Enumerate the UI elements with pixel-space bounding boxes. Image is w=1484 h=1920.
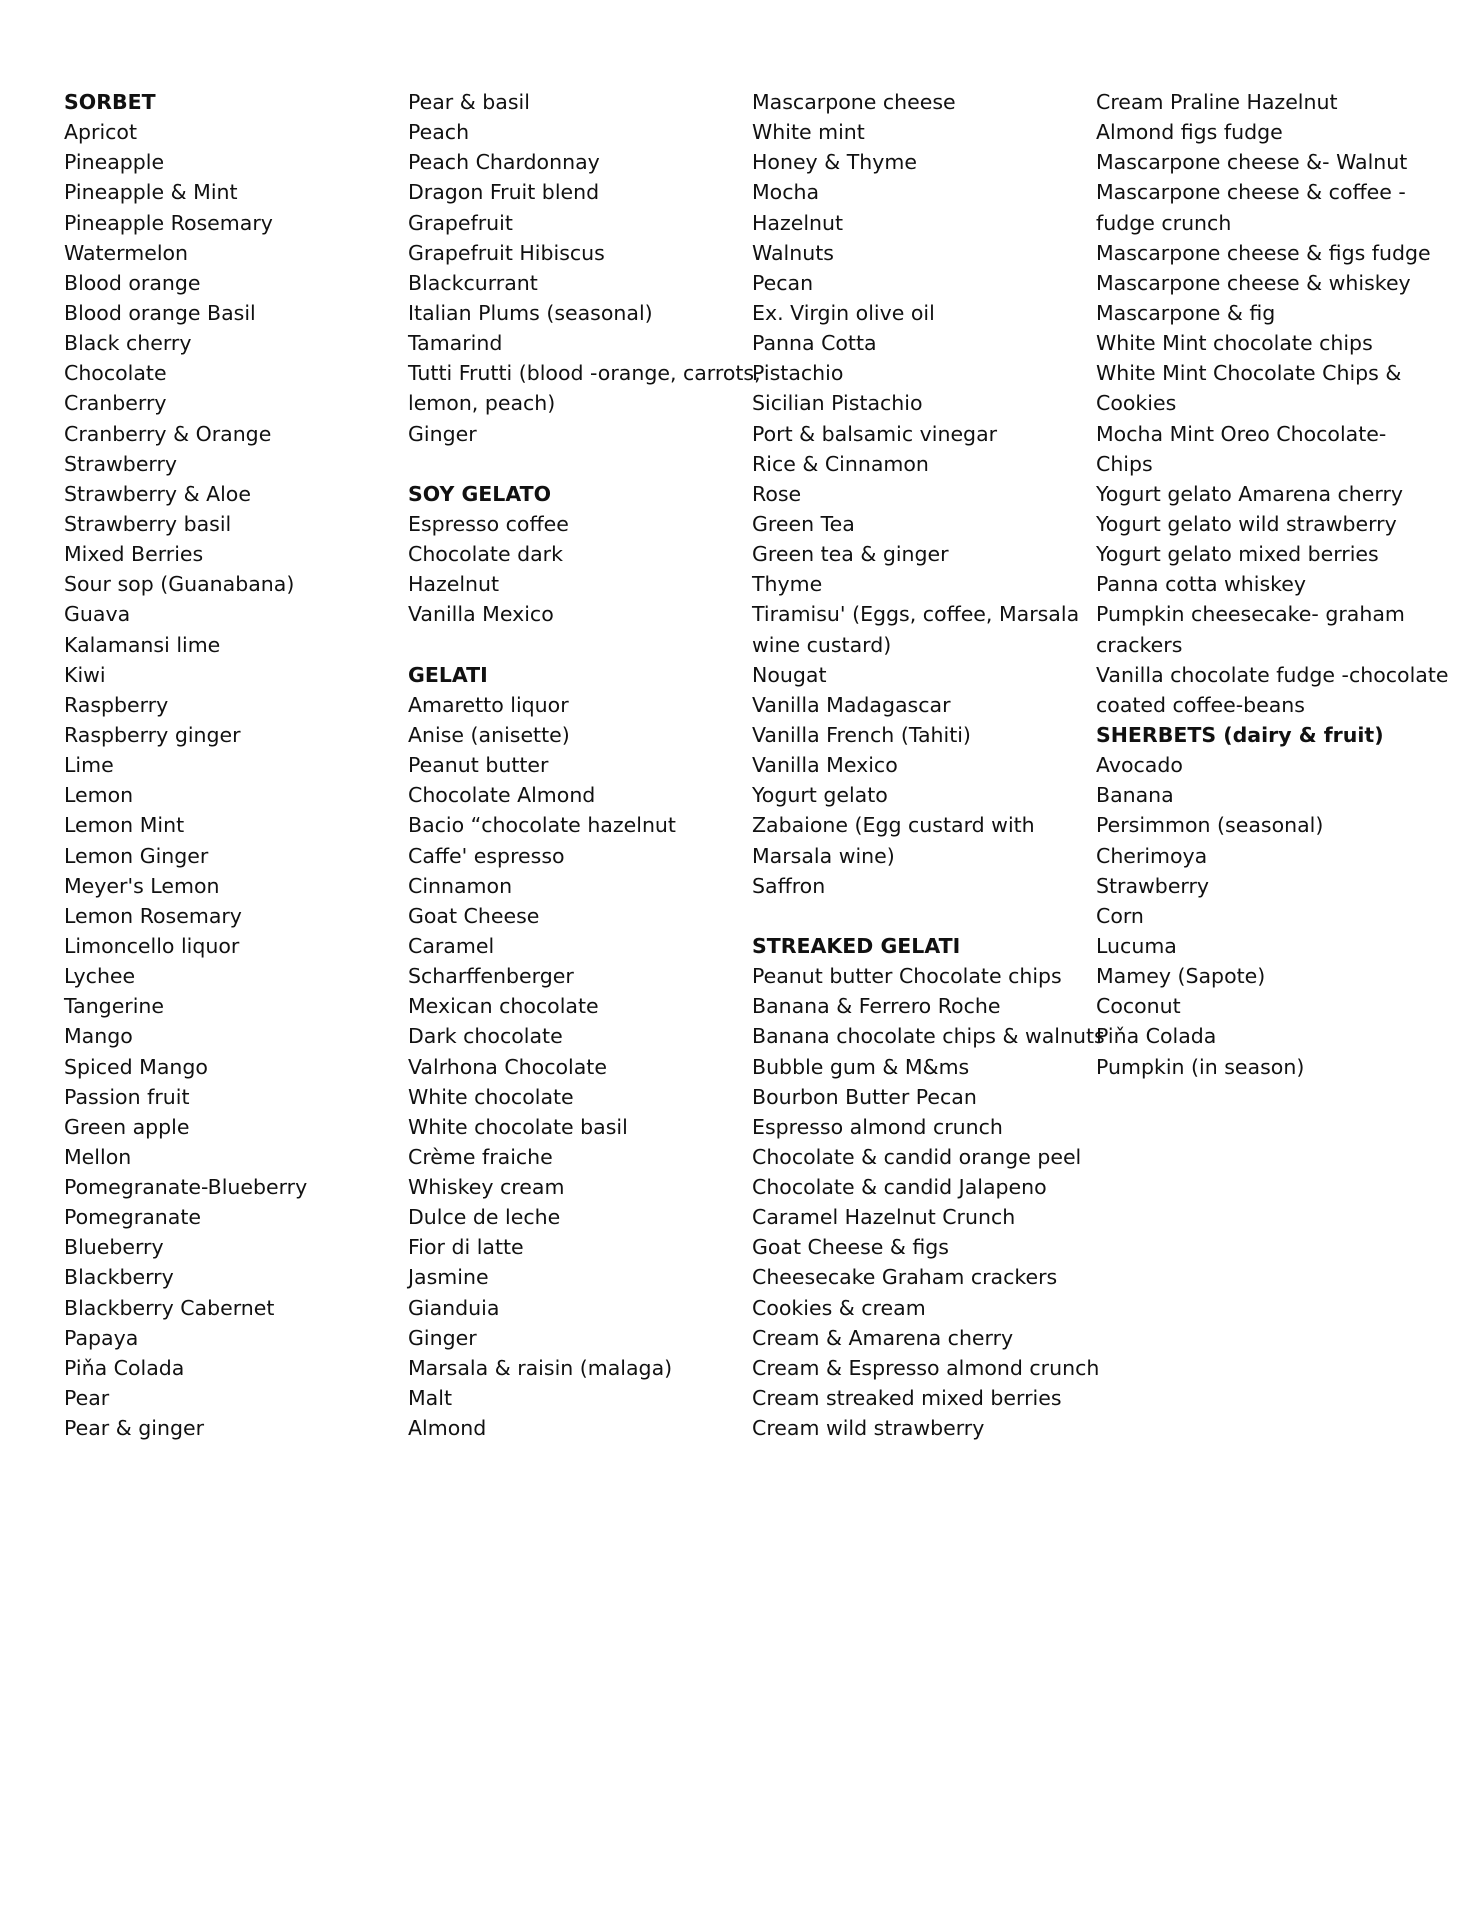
- list-item: Honey & Thyme: [752, 150, 917, 175]
- list-item: Tiramisu' (Eggs, coffee, Marsala: [752, 602, 1080, 627]
- list-item: Caffe' espresso: [408, 843, 565, 868]
- list-item: Yogurt gelato wild strawberry: [1096, 511, 1397, 536]
- list-item: Bourbon Butter Pecan: [752, 1084, 977, 1109]
- list-item: Yogurt gelato Amarena cherry: [1096, 481, 1404, 506]
- list-item: Mango: [64, 1024, 133, 1049]
- list-item: Green tea & ginger: [752, 542, 949, 567]
- list-item: Raspberry: [64, 692, 169, 717]
- list-item: Dulce de leche: [408, 1205, 561, 1230]
- list-item: Vanilla chocolate fudge -chocolate: [1096, 662, 1449, 687]
- list-item: Scharffenberger: [408, 964, 574, 989]
- list-item: Piňa Colada: [1096, 1024, 1217, 1049]
- list-item: Bubble gum & M&ms: [752, 1054, 970, 1079]
- list-item: Crème fraiche: [408, 1144, 553, 1169]
- list-item: Strawberry basil: [64, 511, 232, 536]
- blank-line: [408, 449, 752, 479]
- list-item: Vanilla Madagascar: [752, 692, 951, 717]
- column-1: [64, 87, 408, 1443]
- list-item: Sicilian Pistachio: [752, 391, 923, 416]
- list-item: Yogurt gelato mixed berries: [1096, 542, 1379, 567]
- list-item-continuation: Marsala wine): [752, 843, 895, 868]
- list-item: Pumpkin (in season): [1096, 1054, 1305, 1079]
- list-item: Lemon Mint: [64, 813, 185, 838]
- list-item: Peach: [408, 120, 470, 145]
- list-item: Gianduia: [408, 1295, 500, 1320]
- list-item: Mascarpone cheese & figs fudge: [1096, 240, 1431, 265]
- list-item: Dark chocolate: [408, 1024, 563, 1049]
- column-2: [408, 87, 761, 1443]
- list-item: Nougat: [752, 662, 827, 687]
- list-item: Mascarpone & fig: [1096, 300, 1276, 325]
- list-item: Pomegranate-Blueberry: [64, 1175, 308, 1200]
- list-item: Hazelnut: [752, 210, 844, 235]
- list-item-continuation: Chips: [1096, 451, 1153, 476]
- column-3: [752, 87, 1105, 1443]
- list-item: Mascarpone cheese: [752, 90, 956, 114]
- list-item: Grapefruit Hibiscus: [408, 240, 605, 265]
- list-item: Jasmine: [408, 1265, 489, 1290]
- list-item: Lime: [64, 753, 114, 778]
- list-item: Whiskey cream: [408, 1175, 565, 1200]
- list-item: Lemon: [64, 783, 134, 808]
- list-item: Cookies & cream: [752, 1295, 926, 1320]
- list-item: Lucuma: [1096, 933, 1177, 958]
- list-item-continuation: coated coffee-beans: [1096, 692, 1305, 717]
- list-item: Pineapple Rosemary: [64, 210, 273, 235]
- list-item: Port & balsamic vinegar: [752, 421, 998, 446]
- list-item: Cream Praline Hazelnut: [1096, 90, 1338, 114]
- list-item: White Mint Chocolate Chips &: [1096, 361, 1402, 386]
- list-item: Pear: [64, 1386, 110, 1411]
- list-item: Pecan: [752, 270, 814, 295]
- list-item: Pear & basil: [408, 90, 530, 114]
- list-item: Pistachio: [752, 361, 844, 386]
- list-item: Mocha Mint Oreo Chocolate-: [1096, 421, 1387, 446]
- list-item: Kiwi: [64, 662, 106, 687]
- list-item: Rice & Cinnamon: [752, 451, 929, 476]
- list-item: Cheesecake Graham crackers: [752, 1265, 1058, 1290]
- list-item: Strawberry & Aloe: [64, 481, 251, 506]
- list-item: Tutti Frutti (blood -orange, carrots,: [408, 361, 761, 386]
- list-item: Strawberry: [1096, 873, 1210, 898]
- section-heading: SORBET: [64, 90, 156, 114]
- list-item: Limoncello liquor: [64, 933, 240, 958]
- blank-line: [752, 901, 1096, 931]
- column-4: [1096, 87, 1449, 1082]
- list-item: Peach Chardonnay: [408, 150, 600, 175]
- list-item: Peanut butter: [408, 753, 549, 778]
- list-item-continuation: crackers: [1096, 632, 1183, 657]
- list-item: Chocolate Almond: [408, 783, 596, 808]
- list-item: Valrhona Chocolate: [408, 1054, 607, 1079]
- list-item: Almond figs fudge: [1096, 120, 1283, 145]
- list-item: Cream & Amarena cherry: [752, 1325, 1014, 1350]
- list-item: Caramel: [408, 933, 495, 958]
- list-item: Passion fruit: [64, 1084, 190, 1109]
- list-item-continuation: lemon, peach): [408, 391, 556, 416]
- list-item: Zabaione (Egg custard with: [752, 813, 1035, 838]
- blank-line: [408, 630, 752, 660]
- list-item: Sour sop (Guanabana): [64, 572, 295, 597]
- list-item: Blackberry: [64, 1265, 174, 1290]
- list-item: Marsala & raisin (malaga): [408, 1355, 673, 1380]
- list-item: Papaya: [64, 1325, 139, 1350]
- list-item: Peanut butter Chocolate chips: [752, 964, 1062, 989]
- section-heading: SOY GELATO: [408, 481, 552, 506]
- list-item: Mellon: [64, 1144, 132, 1169]
- list-item: White chocolate: [408, 1084, 574, 1109]
- list-item: Cranberry: [64, 391, 167, 416]
- list-item: Goat Cheese: [408, 903, 540, 928]
- list-item: Walnuts: [752, 240, 834, 265]
- list-item: Piňa Colada: [64, 1355, 185, 1380]
- list-item: Ginger: [408, 421, 477, 446]
- list-item: Cranberry & Orange: [64, 421, 272, 446]
- list-item: Espresso coffee: [408, 511, 569, 536]
- list-item: Green Tea: [752, 511, 855, 536]
- list-item: Espresso almond crunch: [752, 1114, 1003, 1139]
- list-item: Ginger: [408, 1325, 477, 1350]
- list-item: Mascarpone cheese &- Walnut: [1096, 150, 1408, 175]
- list-item: Blood orange Basil: [64, 300, 256, 325]
- section-heading: SHERBETS (dairy & fruit): [1096, 722, 1384, 747]
- list-item: Mascarpone cheese & coffee -: [1096, 180, 1406, 205]
- list-item: White Mint chocolate chips: [1096, 331, 1373, 356]
- list-item: Banana & Ferrero Roche: [752, 994, 1001, 1019]
- list-item: Cream & Espresso almond crunch: [752, 1355, 1100, 1380]
- list-item: Spiced Mango: [64, 1054, 208, 1079]
- list-item: Amaretto liquor: [408, 692, 569, 717]
- list-item: Lemon Rosemary: [64, 903, 242, 928]
- section-heading: STREAKED GELATI: [752, 933, 961, 958]
- list-item: Coconut: [1096, 994, 1181, 1019]
- list-item: Italian Plums (seasonal): [408, 300, 653, 325]
- list-item-continuation: Cookies: [1096, 391, 1177, 416]
- list-item-continuation: wine custard): [752, 632, 892, 657]
- list-item: Avocado: [1096, 753, 1183, 778]
- list-item: Tangerine: [64, 994, 165, 1019]
- list-item: Raspberry ginger: [64, 722, 241, 747]
- list-item: White chocolate basil: [408, 1114, 628, 1139]
- list-item: Vanilla French (Tahiti): [752, 722, 971, 747]
- list-item: Blueberry: [64, 1235, 164, 1260]
- list-item: Cinnamon: [408, 873, 513, 898]
- list-item: Cream streaked mixed berries: [752, 1386, 1062, 1411]
- list-item: Blood orange: [64, 270, 201, 295]
- list-item: Panna Cotta: [752, 331, 877, 356]
- list-item: Blackberry Cabernet: [64, 1295, 275, 1320]
- list-item: Chocolate & candid orange peel: [752, 1144, 1082, 1169]
- list-item: Mexican chocolate: [408, 994, 599, 1019]
- list-item-continuation: fudge crunch: [1096, 210, 1232, 235]
- list-item: White mint: [752, 120, 865, 145]
- list-item: Apricot: [64, 120, 138, 145]
- list-item: Caramel Hazelnut Crunch: [752, 1205, 1016, 1230]
- list-item: Bacio “chocolate hazelnut: [408, 813, 676, 838]
- list-item: Almond: [408, 1416, 487, 1441]
- list-item: Pomegranate: [64, 1205, 201, 1230]
- list-item: Cream wild strawberry: [752, 1416, 985, 1441]
- list-item: Tamarind: [408, 331, 503, 356]
- list-item: Hazelnut: [408, 572, 500, 597]
- list-item: Rose: [752, 481, 802, 506]
- list-item: Vanilla Mexico: [752, 753, 898, 778]
- list-item: Mamey (Sapote): [1096, 964, 1266, 989]
- list-item: Fior di latte: [408, 1235, 524, 1260]
- list-item: Guava: [64, 602, 131, 627]
- list-item: Blackcurrant: [408, 270, 538, 295]
- list-item: Grapefruit: [408, 210, 513, 235]
- list-item: Pumpkin cheesecake- graham: [1096, 602, 1405, 627]
- list-item: Mascarpone cheese & whiskey: [1096, 270, 1411, 295]
- section-heading: GELATI: [408, 662, 488, 687]
- list-item: Yogurt gelato: [752, 783, 888, 808]
- list-item: Vanilla Mexico: [408, 602, 554, 627]
- list-item: Banana: [1096, 783, 1174, 808]
- list-item: Lychee: [64, 964, 136, 989]
- list-item: Pear & ginger: [64, 1416, 205, 1441]
- list-item: Green apple: [64, 1114, 190, 1139]
- list-item: Goat Cheese & figs: [752, 1235, 949, 1260]
- list-item: Persimmon (seasonal): [1096, 813, 1324, 838]
- list-item: Ex. Virgin olive oil: [752, 300, 935, 325]
- list-item: Anise (anisette): [408, 722, 570, 747]
- list-item: Saffron: [752, 873, 826, 898]
- list-item: Thyme: [752, 572, 823, 597]
- list-item: Meyer's Lemon: [64, 873, 220, 898]
- list-item: Cherimoya: [1096, 843, 1208, 868]
- list-item: Banana chocolate chips & walnuts: [752, 1024, 1105, 1049]
- list-item: Mixed Berries: [64, 542, 204, 567]
- list-item: Mocha: [752, 180, 820, 205]
- list-item: Pineapple & Mint: [64, 180, 238, 205]
- list-item: Black cherry: [64, 331, 192, 356]
- list-item: Chocolate dark: [408, 542, 563, 567]
- list-item: Watermelon: [64, 240, 189, 265]
- list-item: Chocolate & candid Jalapeno: [752, 1175, 1047, 1200]
- list-item: Panna cotta whiskey: [1096, 572, 1307, 597]
- list-item: Kalamansi lime: [64, 632, 221, 657]
- list-item: Chocolate: [64, 361, 167, 386]
- list-item: Strawberry: [64, 451, 178, 476]
- list-item: Malt: [408, 1386, 452, 1411]
- list-item: Pineapple: [64, 150, 165, 175]
- list-item: Dragon Fruit blend: [408, 180, 600, 205]
- list-item: Lemon Ginger: [64, 843, 209, 868]
- list-item: Corn: [1096, 903, 1144, 928]
